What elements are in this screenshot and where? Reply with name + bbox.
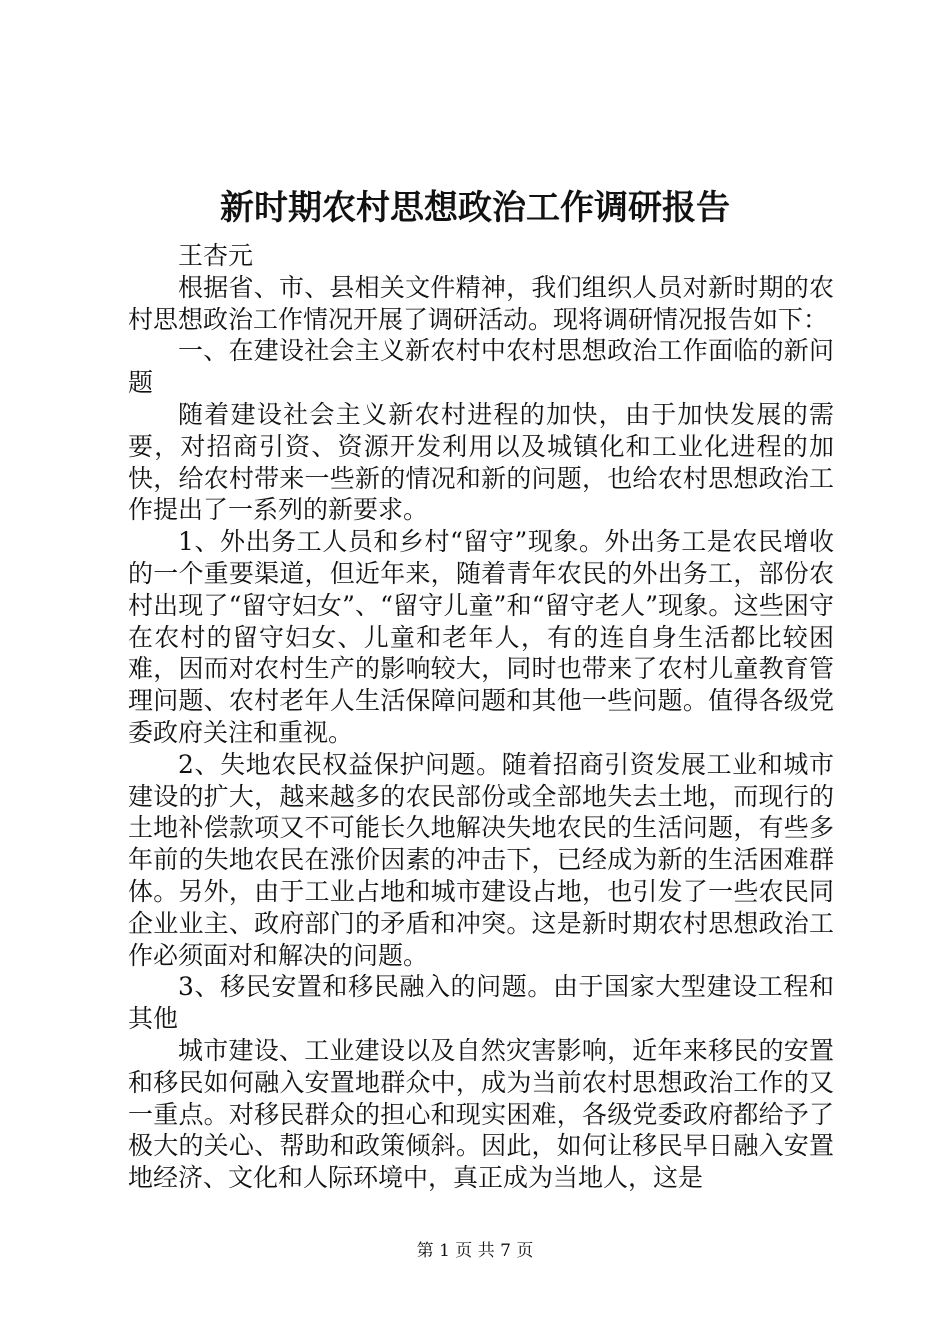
section-heading-1: 一、在建设社会主义新农村中农村思想政治工作面临的新问题 xyxy=(128,336,834,398)
author-name: 王杏元 xyxy=(178,241,254,270)
paragraph-item-2: 2、失地农民权益保护问题。随着招商引资发展工业和城市建设的扩大，越来越多的农民部份或全部地失去土地，而现行的土地补偿款项又不可能长久地解决失地农民的生活问题，有些多年前的失地农民在涨价因素的冲击下，已经成为新的生活困难群体。另外，由于工业占地和城市建设占地，也引发了一些农民同企业业主、政府部门的矛盾和冲突。这是新时期农村思想政治工作必须面对和解决的问题。 xyxy=(128,749,834,970)
page-number: 第 1 页 共 7 页 xyxy=(416,1241,534,1261)
document-body xyxy=(128,240,834,1194)
paragraph-item-3: 3、移民安置和移民融入的问题。由于国家大型建设工程和其他 xyxy=(128,972,834,1034)
document-title: 新时期农村思想政治工作调研报告 xyxy=(220,188,730,228)
paragraph-intro: 根据省、市、县相关文件精神，我们组织人员对新时期的农村思想政治工作情况开展了调研活动。现将调研情况报告如下： xyxy=(128,272,834,334)
paragraph-item-3-continued: 城市建设、工业建设以及自然灾害影响，近年来移民的安置和移民如何融入安置地群众中，成为当前农村思想政治工作的又一重点。对移民群众的担心和现实困难，各级党委政府都给予了极大的关心、帮助和政策倾斜。因此，如何让移民早日融入安置地经济、文化和人际环境中，真正成为当地人，这是 xyxy=(128,1035,834,1193)
paragraph-context: 随着建设社会主义新农村进程的加快，由于加快发展的需要，对招商引资、资源开发利用以及城镇化和工业化进程的加快，给农村带来一些新的情况和新的问题，也给农村思想政治工作提出了一系列的新要求。 xyxy=(128,399,834,525)
paragraph-item-1: 1、外出务工人员和乡村“留守”现象。外出务工是农民增收的一个重要渠道，但近年来，随着青年农民的外出务工，部份农村出现了“留守妇女”、“留守儿童”和“留守老人”现象。这些困守在农村的留守妇女、儿童和老年人，有的连自身生活都比较困难，因而对农村生产的影响较大，同时也带来了农村儿童教育管理问题、农村老年人生活保障问题和其他一些问题。值得各级党委政府关注和重视。 xyxy=(128,527,834,747)
